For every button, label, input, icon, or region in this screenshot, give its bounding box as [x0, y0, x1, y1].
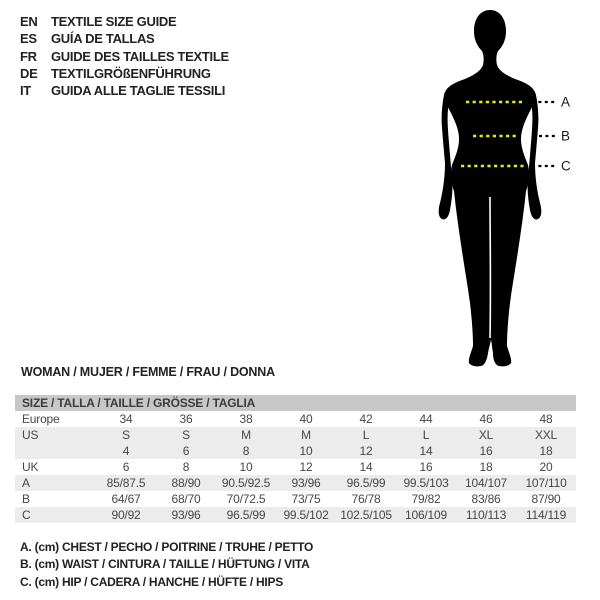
language-title: TEXTILGRÖßENFÜHRUNG	[51, 66, 211, 82]
cell: 8	[182, 460, 190, 474]
cell: 110/113	[465, 508, 507, 522]
cell: 64/67	[111, 492, 141, 506]
cell: 20	[539, 460, 553, 474]
language-code: ES	[20, 31, 37, 47]
cell: 14	[419, 444, 433, 458]
cell: XXL	[534, 428, 558, 442]
cell: 18	[479, 460, 493, 474]
cell: 6	[122, 460, 130, 474]
right-arm-silhouette	[528, 95, 542, 219]
section-title-woman: WOMAN / MUJER / FEMME / FRAU / DONNA	[21, 365, 275, 379]
row-label: US	[22, 428, 39, 442]
cell: 114/119	[525, 508, 567, 522]
cell: 40	[299, 412, 313, 426]
cell: 68/70	[171, 492, 201, 506]
cell: 34	[119, 412, 133, 426]
cell: 44	[419, 412, 433, 426]
cell: 106/109	[405, 508, 447, 522]
table-row-us-numbers	[15, 443, 576, 459]
cell: 76/78	[351, 492, 381, 506]
cell: 96.5/99	[226, 508, 266, 522]
cell: 14	[359, 460, 373, 474]
cell: S	[182, 428, 190, 442]
cell: 10	[299, 444, 313, 458]
language-title: GUÍA DE TALLAS	[51, 31, 155, 47]
cell: 99.5/102	[283, 508, 329, 522]
cell: 12	[359, 444, 373, 458]
marker-label-c: C	[561, 158, 571, 174]
table-row-us-letters	[15, 427, 576, 443]
cell: 46	[479, 412, 493, 426]
cell: S	[122, 428, 130, 442]
cell: 42	[359, 412, 373, 426]
row-label: A	[22, 476, 30, 490]
table-header-size: SIZE / TALLA / TAILLE / GRÖSSE / TAGLIA	[15, 395, 576, 411]
legend-line-waist: B. (cm) WAIST / CINTURA / TAILLE / HÜFTUNG / VITA	[20, 557, 310, 572]
legend-line-hip: C. (cm) HIP / CADERA / HANCHE / HÜFTE / HIPS	[20, 574, 284, 589]
cell: 90/92	[111, 508, 141, 522]
row-label: B	[22, 492, 30, 506]
cell: M	[241, 428, 251, 442]
language-title: GUIDE DES TAILLES TEXTILE	[51, 48, 229, 64]
cell: 93/96	[171, 508, 201, 522]
cell: 16	[419, 460, 433, 474]
language-code: FR	[20, 48, 37, 64]
cell: 104/107	[465, 476, 507, 490]
cell: 88/90	[171, 476, 201, 490]
cell: L	[422, 428, 430, 442]
cell: 10	[239, 460, 253, 474]
cell: 70/72.5	[226, 492, 266, 506]
cell: 83/86	[471, 492, 501, 506]
table-row-waist-b	[15, 491, 576, 507]
language-code: IT	[20, 83, 31, 99]
cell: 85/87.5	[106, 476, 146, 490]
language-title: TEXTILE SIZE GUIDE	[51, 14, 177, 30]
cell: 8	[242, 444, 250, 458]
cell: 96.5/99	[346, 476, 386, 490]
cell: 18	[539, 444, 553, 458]
cell: 12	[299, 460, 313, 474]
cell: 90.5/92.5	[221, 476, 271, 490]
cell: 79/82	[411, 492, 441, 506]
cell: 102.5/105	[340, 508, 392, 522]
language-title: GUIDA ALLE TAGLIE TESSILI	[51, 83, 226, 99]
measurement-legend	[20, 538, 313, 591]
cell: 38	[239, 412, 253, 426]
row-label: Europe	[22, 412, 60, 426]
table-row-hip-c	[15, 507, 576, 523]
table-row-uk	[15, 459, 576, 475]
cell: 87/90	[531, 492, 561, 506]
table-row-chest-a	[15, 475, 576, 491]
legend-line-chest: A. (cm) CHEST / PECHO / POITRINE / TRUHE / PETTO	[20, 539, 314, 554]
language-code: DE	[20, 66, 38, 82]
cell: 4	[122, 444, 130, 458]
cell: 48	[539, 412, 553, 426]
cell: 93/96	[291, 476, 321, 490]
cell: XL	[478, 428, 494, 442]
marker-label-b: B	[561, 128, 571, 144]
table-row-europe	[15, 411, 576, 427]
row-label: UK	[22, 460, 39, 474]
size-table	[15, 395, 576, 523]
cell: L	[362, 428, 370, 442]
marker-label-a: A	[561, 94, 571, 110]
row-label: C	[22, 508, 31, 522]
cell: 16	[479, 444, 493, 458]
cell: 99.5/103	[403, 476, 449, 490]
language-code: EN	[20, 14, 38, 30]
cell: 6	[182, 444, 190, 458]
cell: 36	[179, 412, 193, 426]
cell: M	[301, 428, 311, 442]
cell: 107/110	[525, 476, 567, 490]
left-arm-silhouette	[439, 95, 453, 219]
cell: 73/75	[291, 492, 321, 506]
